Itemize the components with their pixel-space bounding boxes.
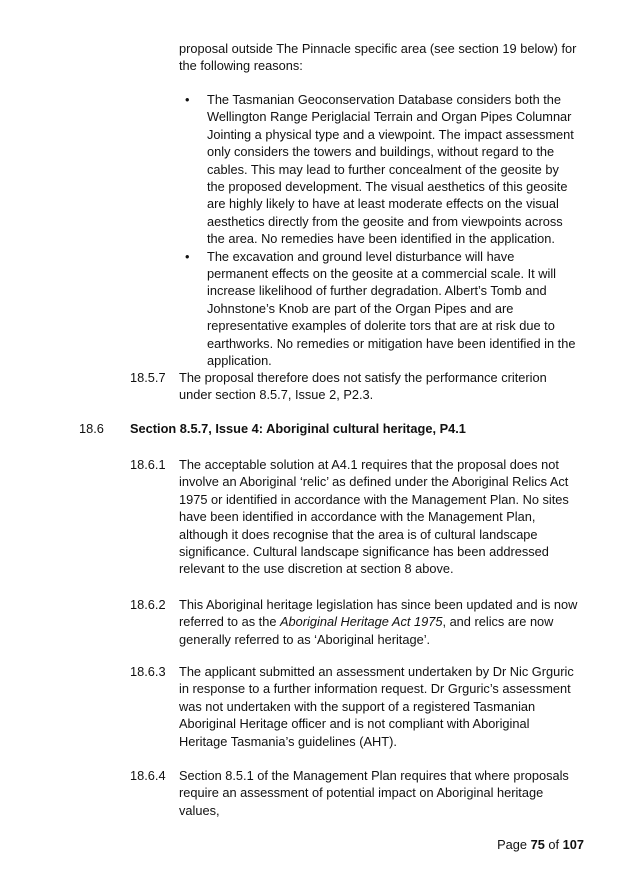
bullet-item [179,91,579,248]
total-pages: 107 [562,837,584,852]
bullet-text: The Tasmanian Geoconservation Database considers both the Wellington Range Periglacial Terrain and Organ Pipes Columnar Jointing a physical type and a viewpoint. The impact assessment only considers the towers and buildings, without regard to the cables. This may lead to further concealment of the geosite by the proposed development. The visual aesthetics of this geosite are highly likely to have at least moderate effects on the visual aesthetics directly from the geosite and from viewpoints across the area. No remedies have been identified in the application. [207,92,574,247]
paragraph-number: 18.5.7 [130,370,166,385]
heading-number: 18.6 [79,421,104,436]
paragraph-text: The proposal therefore does not satisfy the performance criterion under section 8.5.7, Issue 2, P2.3. [179,370,547,403]
paragraph-18-6-1 [130,456,580,578]
paragraph-text: The applicant submitted an assessment undertaken by Dr Nic Grguric in response to a further information request. Dr Grguric’s assessment was not undertaken with the support of a registered Tasmanian Aboriginal Heritage officer and is not compliant with Aboriginal Heritage Tasmania’s guidelines (AHT). [179,664,574,749]
page-number-footer [497,836,584,853]
act-title: Aboriginal Heritage Act 1975 [280,614,443,630]
bullet-icon: • [185,92,190,107]
bullet-icon: • [185,248,190,264]
text-segment: , and relics are now generally referred to as ‘Aboriginal heritage’. [179,614,554,647]
heading-title: Section 8.5.7, Issue 4: Aboriginal cultural heritage, P4.1 [130,421,466,436]
paragraph-18-6-3 [130,663,580,750]
paragraph-text [179,596,580,648]
paragraph-number: 18.6.1 [130,457,166,472]
bullet-list [179,91,579,370]
paragraph-18-6-2 [130,596,580,648]
paragraph-18-5-7 [130,369,580,404]
bullet-item [179,248,579,370]
paragraph-number: 18.6.3 [130,664,166,679]
section-heading [79,420,579,437]
current-page: 75 [530,837,545,852]
paragraph-18-6-4 [130,767,580,819]
intro-paragraph: proposal outside The Pinnacle specific area (see section 19 below) for the following reasons: [179,41,577,74]
page-label: Page [497,837,528,852]
paragraph-text: The acceptable solution at A4.1 requires that the proposal does not involve an Aboriginal ‘relic’ as defined under the Aboriginal Relics Act 1975 or identified in accordance with the Management Plan. No sites have been identified in accordance with the Management Plan, although it does recognise that the area is of cultural landscape significance. Cultural landscape significance has been addressed relevant to the use discretion at section 8 above. [179,457,569,577]
page-of-label: of [548,837,560,852]
text-segment: This Aboriginal heritage legislation has since been updated and is now referred to as the [179,597,578,630]
paragraph-text: Section 8.5.1 of the Management Plan requires that where proposals require an assessment of potential impact on Aboriginal heritage values, [179,768,569,818]
paragraph-number: 18.6.4 [130,768,166,783]
bullet-text: The excavation and ground level disturbance will have permanent effects on the geosite at a commercial scale. It will increase likelihood of further degradation. Albert’s Tomb and Johnstone’s Knob are part of the Organ Pipes and are representative examples of dolerite tors that are at risk due to earthworks. No remedies or mitigation have been identified in the application. [207,248,576,369]
paragraph-number: 18.6.2 [130,597,166,612]
